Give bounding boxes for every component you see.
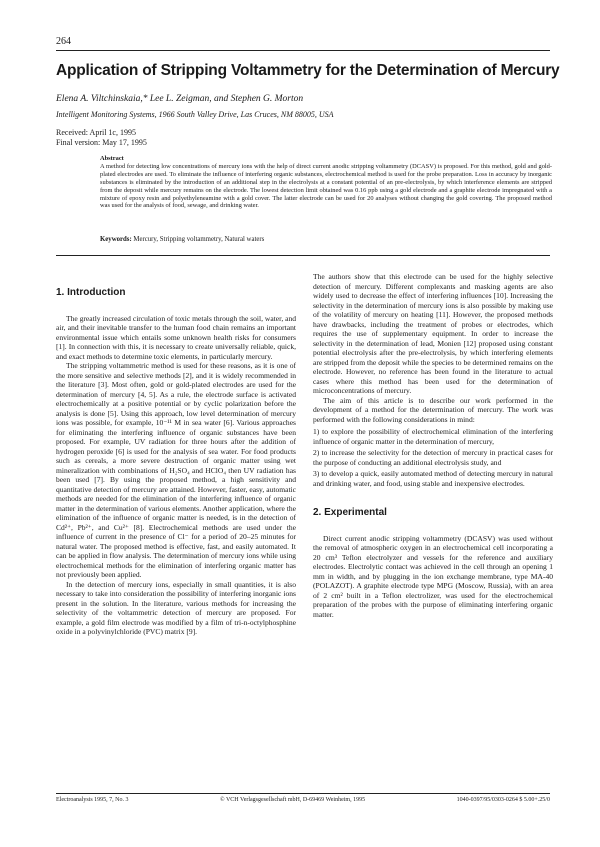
received-date: Received: April 1c, 1995	[56, 128, 136, 137]
list-item: 1) to explore the possibility of electrochemical elimination of the interfering influence of organic matter in the determination of mercury,	[313, 427, 553, 446]
footer-rule	[56, 793, 550, 794]
affiliation: Intelligent Monitoring Systems, 1966 South Valley Drive, Las Cruces, NM 88005, USA	[56, 110, 334, 119]
publisher-line: © VCH Verlagsgesellschaft mbH, D-69469 Weinheim, 1995	[220, 797, 366, 803]
paragraph: Direct current anodic stripping voltammetry (DCASV) was used without the removal of atmospheric oxygen in an electrochemical cell incorporating a 20 cm³ Teflon electrolyzer and vessels for the reference and auxiliary electrodes. Electrolytic contact was achieved in the cell through an opening 1 mm in width, and by plugging in the ion exchange membrane, type MA-40 (POLAZOT). A graphite electrode type MPG (Moscow, Russia), with an area of 2 cm² built in a Teflon electrolizer, was used for the electrochemical preparation of the probes with the purpose of eliminating interfering organic matter.	[313, 533, 553, 619]
considerations-list	[313, 427, 553, 488]
section-heading-introduction: 1. Introduction	[56, 287, 126, 298]
dates	[56, 128, 147, 147]
page-number: 264	[56, 36, 71, 47]
authors: Elena A. Viltchinskaia,* Lee L. Zeigman, and Stephen G. Morton	[56, 94, 304, 104]
abstract-heading: Abstract	[100, 155, 124, 162]
paragraph: The greatly increased circulation of toxic metals through the soil, water, and air, and their inevitable transfer to the human food chain remains an important environmental issue which entails some unknown health risks for consumers [1]. In connection with this, it is necessary to create universally reliable, quick, and exact methods to determine toxic elements, in particularly mercury.	[56, 313, 297, 361]
paragraph: The stripping voltammetric method is used for these reasons, as it is one of the more sensitive and selective methods [2], and it is widely recommended in the literature [3]. Most often, gold or gold-plated electrodes are used for the determination of mercury [4, 5]. As a rule, the electrode surface is activated electrochemically at a positive potential or by cyclic polarization before the analysis is done [5]. Using this approach, low level determination of mercury ions was possible, for example, 10⁻¹¹ M in sea water [6]. Various approaches for eliminating the interfering influence of organic substances have been proposed. For example, UV radiation for three hours after the addition of hydrogen peroxide [6] is used for the analysis of sea water. For food products such as cereals, a more severe destruction of organic matter using wet mineralization with combinations of H₂SO₄ and HClO₄ then UV radiation has been used [7]. By using the proposed method, a high sensitivity and quantitative detection of mercury are attained. However, faster, easy, automatic methods are needed for the elimination of the interfering influence of organic matter in the determination of various elements. Another application, where the elimination of the influence of organic matter is needed, is in the detection of Cd²⁺, Pb²⁺, and Cu²⁺ [8]. Electrochemical methods are used under the influence of current in the presence of Cl⁻ for a period of 20–25 minutes for natural water. The proposed method is effective, fast, and easily automated. It can be applied in flow analysis. The determination of mercury ions while using electrochemical methods for the elimination of interfering organic matter has not previously been applied.	[56, 361, 296, 579]
article-code: 1040-0397/95/0303-0264 $ 5.00+.25/0	[456, 797, 550, 803]
paragraph: In the detection of mercury ions, especially in small quantities, it is also necessary to take into consideration the possibility of interfering inorganic ions present in the solution. In the literature, various methods for increasing the selectivity of the voltammetric detection of mercury are proposed. For example, a gold film electrode was modified by a film of tri-n-octylphosphine oxide in a polyvinylchloride (PVC) matrix [9].	[56, 579, 296, 636]
list-item: 2) to increase the selectivity for the detection of mercury in practical cases for the purpose of conducting an additional electrolysis study, and	[313, 448, 553, 467]
paragraph: The aim of this article is to describe our work performed in the development of a method for the determination of mercury. The work was performed with the following considerations in mind:	[313, 395, 553, 424]
keywords-label: Keywords:	[100, 236, 132, 243]
paragraph: The authors show that this electrode can be used for the highly selective detection of mercury. Different complexants and masking agents are also widely used to decrease the effect of interfering influences [10]. Increasing the selectivity in the determination of mercury ions is also possible by making use of the volatility of mercury on heating [11]. However, the proposed methods have drawbacks, including the treatment of probes or electrodes, which requires the use of supplementary equipment. In order to increase the selectivity in the determination of lead, Monien [12] proposed using constant potential electrolysis after the pre-electrolysis, by which interfering elements are stripped from the deposit while the species to be determined remains on the electrode. However, no reference has been found in the literature to actual cases where this method has been used for the determination of microconcentrations of mercury.	[313, 272, 553, 395]
left-column	[56, 272, 296, 637]
abstract	[100, 155, 552, 210]
right-column	[313, 272, 553, 619]
article-title: Application of Stripping Voltammetry for the Determination of Mercury	[56, 62, 560, 79]
journal-citation: Electroanalysis 1995, 7, No. 3	[56, 797, 129, 803]
section-rule	[56, 255, 550, 256]
keywords	[100, 236, 552, 243]
final-version-date: Final version: May 17, 1995	[56, 137, 147, 147]
section-heading-experimental: 2. Experimental	[313, 507, 387, 518]
list-item: 3) to develop a quick, easily automated method of detecting mercury in natural and drinking water, and food, using stable and inexpensive electrodes.	[313, 469, 553, 488]
keywords-text: Mercury, Stripping voltammetry, Natural waters	[133, 236, 265, 243]
footer	[56, 797, 550, 803]
top-rule	[56, 50, 550, 51]
abstract-text: A method for detecting low concentrations of mercury ions with the help of direct current anodic stripping voltammetry (DCASV) is proposed. For this method, gold and gold-plated electrodes are used. To eliminate the influence of interfering organic substances, electrochemical method is used for the probe preparation. Loss in accuracy by inorganic substances is eliminated by the introduction of an additional step in the electrolysis at a constant potential of an pre-electrolysis, by which interference elements are stripped from the deposit while mercury remains on the electrode. The lowest detection limit obtained was 0.16 ppb using a gold electrode and a graphite electrode impregnated with a mixture of epoxy resin and polyethyleneamine with a gold cover. The latter electrode can be used for 20 analyses without changing the gold covering. The proposed method was used for the analysis of food, sewage, and drinking water.	[100, 162, 552, 210]
